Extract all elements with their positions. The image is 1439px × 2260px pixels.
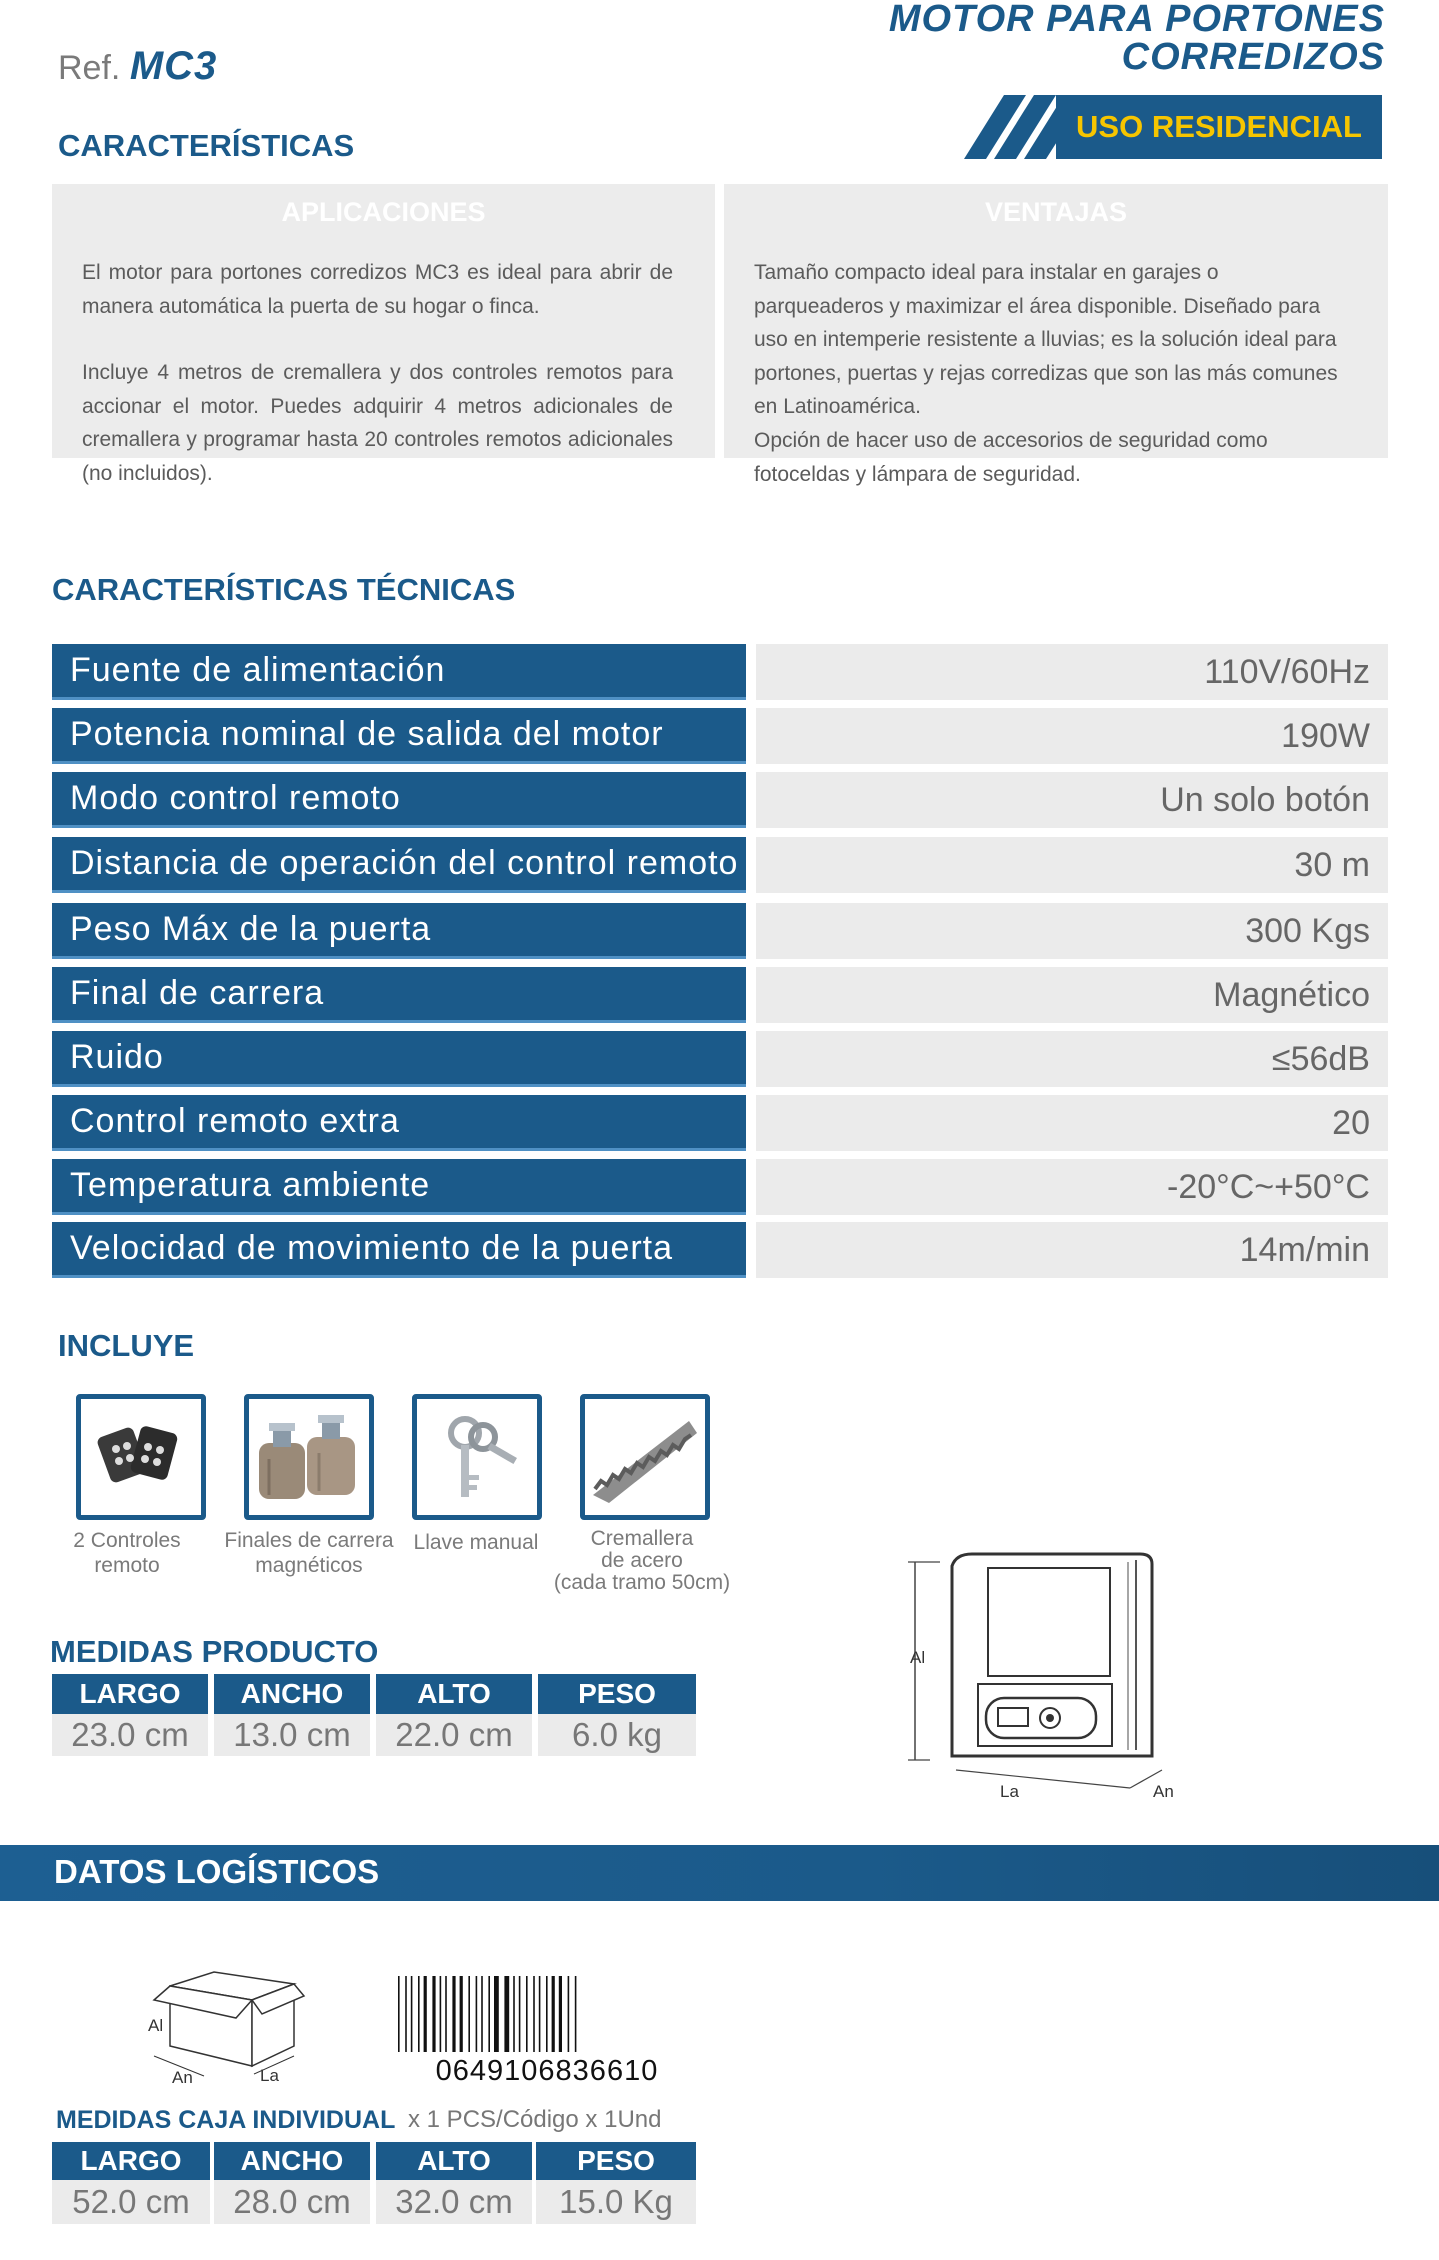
ref-prefix: Ref. — [58, 49, 121, 87]
spec-label: Temperatura ambiente — [52, 1159, 746, 1215]
spec-value: Un solo botón — [756, 772, 1388, 828]
motor-outline-drawing — [900, 1550, 1200, 1810]
dim-header: ANCHO — [214, 2142, 370, 2180]
barcode-number: 0649106836610 — [435, 2055, 659, 2087]
include-item — [76, 1394, 206, 1520]
height-label: Al — [910, 1648, 926, 1667]
include-caption — [396, 1530, 556, 1555]
barcode — [394, 1976, 700, 2086]
spec-value: 110V/60Hz — [756, 644, 1388, 700]
spec-row — [52, 1222, 1388, 1278]
aplicaciones-panel — [52, 184, 715, 518]
dim-value: 52.0 cm — [52, 2180, 210, 2224]
spec-row — [52, 644, 1388, 700]
barcode-bar — [533, 1976, 535, 2052]
dim-header: ALTO — [376, 2142, 532, 2180]
caption-line: remoto — [94, 1554, 160, 1577]
caption-line: de acero — [601, 1549, 683, 1572]
dim-value: 32.0 cm — [376, 2180, 532, 2224]
spec-row — [52, 837, 1388, 893]
include-item — [412, 1394, 542, 1520]
spec-label: Modo control remoto — [52, 772, 746, 828]
section-title-caracteristicas: CARACTERÍSTICAS — [58, 128, 355, 163]
gear-rack-icon — [585, 1399, 705, 1515]
barcode-bar — [468, 1976, 470, 2052]
caption-line: (cada tramo 50cm) — [553, 1571, 731, 1594]
width-label: An — [1153, 1782, 1174, 1801]
caja-title: MEDIDAS CAJA INDIVIDUAL — [56, 2106, 396, 2134]
include-caption — [204, 1528, 414, 1578]
barcode-bar — [424, 1976, 427, 2052]
barcode-bar — [546, 1976, 548, 2052]
spec-value: 30 m — [756, 837, 1388, 893]
barcode-bar — [552, 1976, 555, 2052]
spec-row — [52, 1095, 1388, 1151]
barcode-bar — [504, 1976, 509, 2052]
dim-value: 13.0 cm — [214, 1714, 370, 1756]
caption-line: Llave manual — [413, 1531, 539, 1554]
ventajas-panel — [724, 184, 1388, 518]
keys-icon — [417, 1399, 537, 1515]
barcode-bar — [559, 1976, 562, 2052]
product-diagram — [900, 1550, 1200, 1810]
barcode-bar — [481, 1976, 483, 2052]
dim-header: LARGO — [52, 1674, 208, 1714]
caption-line: magnéticos — [255, 1554, 363, 1577]
dim-header: PESO — [538, 1674, 696, 1714]
spec-value: Magnético — [756, 967, 1388, 1023]
limit-switches-icon — [249, 1399, 369, 1515]
spec-label: Potencia nominal de salida del motor — [52, 708, 746, 764]
section-title-medidas: MEDIDAS PRODUCTO — [50, 1634, 379, 1669]
box-dimensions-table — [52, 2142, 696, 2224]
title-line-2: CORREDIZOS — [1121, 36, 1385, 78]
badge-label: USO RESIDENCIAL — [1056, 95, 1382, 159]
dim-header: ANCHO — [214, 1674, 370, 1714]
spec-row — [52, 1031, 1388, 1087]
ventajas-paragraph-2: Opción de hacer uso de accesorios de seguridad como fotoceldas y lámpara de seguridad. — [754, 428, 1268, 486]
barcode-bar — [568, 1976, 570, 2052]
barcode-bar — [488, 1976, 490, 2052]
spec-label: Velocidad de movimiento de la puerta — [52, 1222, 746, 1278]
section-title-tecnicas: CARACTERÍSTICAS TÉCNICAS — [52, 572, 516, 607]
include-item — [580, 1394, 710, 1520]
box-diagram — [144, 1966, 314, 2090]
spec-value: 300 Kgs — [756, 903, 1388, 959]
spec-row — [52, 967, 1388, 1023]
spec-value: 20 — [756, 1095, 1388, 1151]
barcode-bar — [440, 1976, 442, 2052]
barcode-bar — [526, 1976, 528, 2052]
barcode-bar — [494, 1976, 499, 2052]
dim-header: ALTO — [376, 1674, 532, 1714]
spec-label: Peso Máx de la puerta — [52, 903, 746, 959]
dim-value: 23.0 cm — [52, 1714, 208, 1756]
box-width-label: An — [172, 2068, 193, 2087]
section-title-logistica: DATOS LOGÍSTICOS — [54, 1853, 380, 1890]
spec-row — [52, 1159, 1388, 1215]
aplicaciones-paragraph-1: El motor para portones corredizos MC3 es ideal para abrir de manera automática la puerta de su hogar o finca. — [82, 261, 673, 318]
caption-line: Cremallera — [590, 1527, 694, 1550]
caja-note: x 1 PCS/Código x 1Und — [408, 2106, 662, 2133]
barcode-bar — [432, 1976, 435, 2052]
residential-badge — [964, 95, 1382, 159]
spec-label: Distancia de operación del control remoto — [52, 837, 746, 893]
spec-label: Ruido — [52, 1031, 746, 1087]
spec-label: Final de carrera — [52, 967, 746, 1023]
ventajas-paragraph-1: Tamaño compacto ideal para instalar en garajes o parqueaderos y maximizar el área disponible. Diseñado para uso en intemperie resistente a lluvias; es la solución ideal para portones, puertas y rejas corredizas que son las más comunes en Latinoamérica. — [754, 261, 1338, 419]
spec-label: Control remoto extra — [52, 1095, 746, 1151]
spec-label: Fuente de alimentación — [52, 644, 746, 700]
barcode-bar — [460, 1976, 463, 2052]
barcode-bars-icon — [394, 1976, 700, 2052]
include-caption — [540, 1528, 744, 1594]
barcode-bar — [445, 1976, 447, 2052]
spec-row — [52, 903, 1388, 959]
barcode-bar — [519, 1976, 521, 2052]
box-length-label: La — [260, 2066, 279, 2085]
barcode-bar — [411, 1976, 413, 2052]
spec-value: 190W — [756, 708, 1388, 764]
length-label: La — [1000, 1782, 1019, 1801]
dim-value: 28.0 cm — [214, 2180, 370, 2224]
aplicaciones-paragraph-2: Incluye 4 metros de cremallera y dos controles remotos para accionar el motor. Puedes adquirir 4 metros adicionales de cremallera y programar hasta 20 controles remotos adicionales (no incluidos). — [82, 361, 673, 485]
section-title-incluye: INCLUYE — [58, 1328, 195, 1363]
spec-row — [52, 772, 1388, 828]
caption-line: Finales de carrera — [224, 1529, 394, 1552]
ref-code: MC3 — [129, 44, 218, 88]
barcode-bar — [513, 1976, 515, 2052]
barcode-bar — [452, 1976, 455, 2052]
barcode-bar — [405, 1976, 407, 2052]
barcode-bar — [418, 1976, 420, 2052]
dim-header: LARGO — [52, 2142, 210, 2180]
remote-controls-icon — [81, 1399, 201, 1515]
include-item — [244, 1394, 374, 1520]
spec-value: -20°C~+50°C — [756, 1159, 1388, 1215]
reference — [58, 44, 217, 89]
spec-row — [52, 708, 1388, 764]
barcode-bar — [476, 1976, 478, 2052]
box-height-label: Al — [148, 2016, 164, 2035]
barcode-bar — [575, 1976, 577, 2052]
dim-value: 15.0 Kg — [536, 2180, 696, 2224]
box-icon — [144, 1966, 314, 2090]
spec-value: 14m/min — [756, 1222, 1388, 1278]
caption-line: 2 Controles — [73, 1529, 181, 1552]
product-dimensions-table — [52, 1674, 696, 1766]
product-title — [889, 0, 1385, 76]
include-caption — [40, 1528, 214, 1578]
barcode-bar — [398, 1976, 400, 2052]
barcode-bar — [539, 1976, 541, 2052]
spec-value: ≤56dB — [756, 1031, 1388, 1087]
title-line-1: MOTOR PARA PORTONES — [888, 0, 1385, 40]
dim-value: 6.0 kg — [538, 1714, 696, 1756]
dim-header: PESO — [536, 2142, 696, 2180]
dim-value: 22.0 cm — [376, 1714, 532, 1756]
